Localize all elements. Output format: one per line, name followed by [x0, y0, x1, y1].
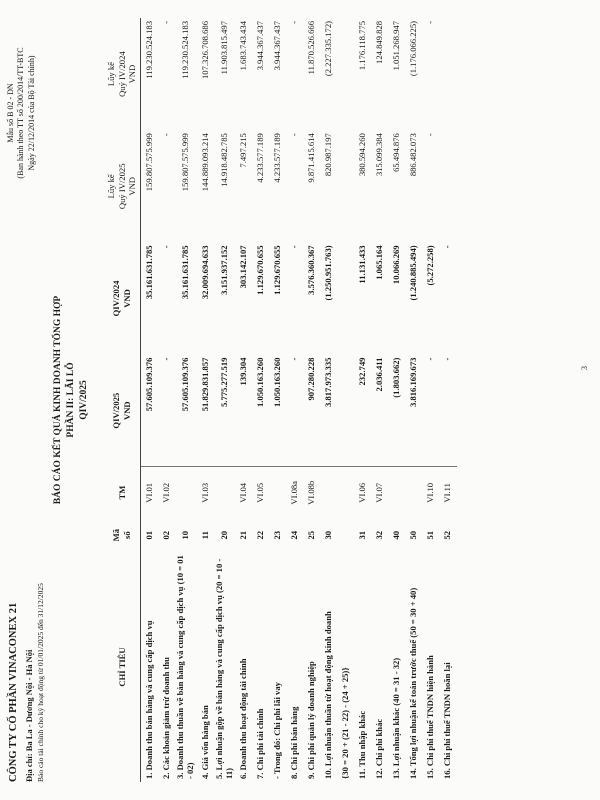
row-code: 40: [391, 530, 402, 540]
row-note: [270, 467, 287, 519]
table-row: [270, 18, 287, 782]
row-label: 16. Chi phí thuế TNDN hoãn lại: [442, 662, 453, 779]
header-code: Mã số: [104, 518, 141, 552]
header-ytd-current: Lũy kế Quý IV/2025 VND: [104, 130, 141, 242]
row-code: [338, 518, 355, 552]
row-quarter-previous: -: [289, 245, 300, 249]
report-part: PHẦN II: LÃI LỖ: [65, 362, 76, 438]
row-code: 11: [199, 531, 210, 540]
row-note: [389, 467, 406, 519]
row-quarter-previous: -: [442, 245, 453, 249]
row-note: VI.05: [255, 482, 266, 503]
row-quarter-current: 1.050.163.260: [270, 355, 287, 467]
row-note: [406, 467, 423, 519]
row-quarter-previous: 1.065.164: [374, 245, 385, 280]
row-quarter-previous: -: [160, 245, 171, 249]
row-ytd-previous: [440, 18, 457, 130]
table-row: [141, 18, 159, 782]
row-quarter-current: 139.304: [236, 355, 253, 467]
row-quarter-current: 57.605.109.376: [141, 355, 159, 467]
report-period: Báo cáo tài chính cho kỳ hoạt động từ 01/01/2025 đến 31/12/2025: [36, 583, 45, 782]
row-quarter-current: (1.803.662): [389, 355, 406, 467]
row-note: VI.08a: [289, 481, 300, 505]
row-code: 10: [180, 530, 191, 540]
row-code: 21: [238, 530, 249, 540]
row-quarter-current: 51.829.831.857: [197, 355, 214, 467]
row-quarter-current: 3.816.169.673: [406, 355, 423, 467]
row-label: 14. Tổng lợi nhuận kế toán trước thuế (50 = 30 + 40): [408, 587, 419, 779]
row-label: 12. Chi phí khác: [374, 718, 385, 779]
row-label: 11. Thu nhập khác: [357, 710, 368, 779]
row-ytd-current: 9.871.415.614: [306, 133, 317, 183]
row-code: 25: [306, 530, 317, 540]
row-ytd-previous: -: [160, 21, 171, 24]
row-code: 20: [218, 530, 229, 540]
row-ytd-previous: 1.683.743.434: [238, 21, 249, 71]
table-header-row: [104, 18, 141, 782]
row-quarter-current: -: [158, 355, 175, 467]
row-note: VI.10: [425, 482, 436, 503]
company-address: Địa chỉ: Ba La - Dương Nội - Hà Nội: [24, 649, 34, 782]
row-ytd-current: 65.494.876: [391, 133, 402, 172]
row-ytd-current: -: [160, 133, 171, 137]
table-row: [372, 18, 389, 782]
row-quarter-previous: (1.250.951.763): [323, 245, 334, 301]
row-label: 1. Doanh thu bán hàng và cung cấp dịch vụ: [143, 620, 154, 779]
row-note: VI.06: [357, 482, 368, 503]
row-quarter-current: -: [423, 355, 440, 467]
form-number: Mẫu số B 02 - DN: [6, 83, 15, 143]
form-reference: [6, 18, 37, 208]
table-row: [338, 18, 355, 782]
row-ytd-current: 886.482.073: [408, 133, 419, 177]
row-code: 23: [272, 530, 283, 540]
row-code: 32: [374, 530, 385, 540]
row-quarter-current: -: [440, 355, 457, 467]
row-code: 01: [143, 530, 154, 540]
row-ytd-previous: (1.176.066.225): [408, 21, 419, 77]
row-ytd-previous: -: [425, 21, 436, 24]
table-row: [355, 18, 372, 782]
row-quarter-previous: (1.240.885.494): [408, 245, 419, 301]
row-ytd-previous: [338, 18, 355, 130]
table-row: [423, 18, 440, 782]
row-ytd-current: 144.889.093.214: [199, 133, 210, 192]
row-note: [321, 467, 338, 519]
row-quarter-previous: 11.131.433: [357, 245, 368, 284]
report-title-block: [52, 0, 90, 800]
row-ytd-current: 159.807.575.999: [143, 133, 154, 192]
row-label: 3. Doanh thu thuần về bán hàng và cung cấp dịch vụ (10 = 01 - 02): [175, 555, 196, 779]
header-ytd-previous: Lũy kế Quý IV/2024 VND: [104, 18, 141, 130]
row-quarter-previous: 35.161.631.785: [143, 245, 154, 300]
table-row: [214, 18, 236, 782]
row-quarter-previous: 3.151.937.152: [218, 245, 229, 295]
row-note: [338, 467, 355, 519]
row-ytd-previous: 11.903.815.497: [218, 21, 229, 75]
row-code: 02: [160, 530, 171, 540]
row-note: VI.02: [160, 482, 171, 503]
row-ytd-previous: 107.326.708.686: [199, 21, 210, 80]
row-note: VI.11: [442, 483, 453, 503]
row-ytd-current: 14.918.482.785: [218, 133, 229, 187]
table-row: [304, 18, 321, 782]
row-label: 7. Chi phí tài chính: [255, 708, 266, 779]
table-row: [406, 18, 423, 782]
table-row: [236, 18, 253, 782]
row-label: 15. Chi phí thuế TNDN hiện hành: [425, 655, 436, 779]
row-quarter-previous: 32.009.694.633: [199, 245, 210, 300]
company-name: CÔNG TY CỔ PHẦN VINACONEX 21: [8, 602, 19, 782]
row-ytd-previous: 3.944.367.437: [255, 21, 266, 71]
row-label: 13. Lợi nhuận khác (40 = 31 - 32): [391, 657, 402, 779]
row-quarter-previous: 303.142.107: [238, 245, 249, 289]
row-ytd-previous: 119.230.524.183: [143, 21, 154, 79]
row-quarter-previous: (5.272.258): [425, 245, 436, 286]
header-item: CHỈ TIÊU: [104, 552, 141, 782]
table-row: [175, 18, 197, 782]
row-ytd-current: [338, 130, 355, 242]
form-basis-line-2: Ngày 22/12/2014 của Bộ Tài chính): [26, 55, 36, 171]
row-quarter-current: 5.775.277.519: [214, 355, 236, 467]
row-ytd-current: [440, 130, 457, 242]
row-quarter-current: [338, 355, 355, 467]
row-ytd-previous: 124.849.828: [374, 21, 385, 64]
row-quarter-previous: 3.576.360.367: [306, 245, 317, 295]
row-quarter-current: 232.749: [355, 355, 372, 467]
row-ytd-current: 380.594.260: [357, 133, 368, 177]
report-quarter: QIV/2025: [78, 380, 89, 420]
header-quarter-current: QIV/2025 VND: [104, 355, 141, 467]
row-quarter-previous: 1.129.670.655: [272, 245, 283, 295]
header-note: TM: [104, 467, 141, 519]
row-ytd-current: 7.497.215: [238, 133, 249, 168]
table-row: [158, 18, 175, 782]
row-label: 9. Chi phí quản lý doanh nghiệp: [306, 661, 317, 779]
row-label: 10. Lợi nhuận thuần từ hoạt động kinh doanh: [323, 611, 334, 779]
row-quarter-previous: 10.066.269: [391, 245, 402, 285]
row-ytd-current: 4.233.577.189: [255, 133, 266, 183]
row-quarter-current: 1.050.163.260: [253, 355, 270, 467]
report-title: BÁO CÁO KẾT QUẢ KINH DOANH TỔNG HỢP: [53, 295, 63, 505]
row-label: - Trong đó: Chi phí lãi vay: [272, 682, 283, 779]
row-ytd-previous: 119.230.524.183: [180, 21, 191, 79]
row-code: 51: [425, 530, 436, 540]
table-row: [321, 18, 338, 782]
row-ytd-current: -: [289, 133, 300, 137]
row-code: 30: [323, 530, 334, 540]
row-ytd-previous: 11.870.526.666: [306, 21, 317, 75]
row-note: VI.08b: [306, 480, 317, 505]
row-label: 4. Giá vốn hàng bán: [199, 705, 210, 779]
income-statement-table: [104, 18, 457, 782]
row-quarter-current: -: [287, 355, 304, 467]
row-ytd-current: 4.233.577.189: [272, 133, 283, 183]
row-quarter-current: 3.817.973.335: [321, 355, 338, 467]
row-ytd-current: 315.099.384: [374, 133, 385, 177]
row-note: VI.03: [199, 482, 210, 503]
row-label: 2. Các khoản giảm trừ doanh thu: [160, 657, 171, 779]
row-code: 52: [442, 530, 453, 540]
row-quarter-current: 2.036.411: [372, 355, 389, 467]
row-quarter-current: 57.605.109.376: [175, 355, 197, 467]
table-row: [389, 18, 406, 782]
row-note: VI.07: [374, 482, 385, 503]
row-code: 50: [408, 530, 419, 540]
row-note: VI.04: [238, 482, 249, 503]
table-row: [253, 18, 270, 782]
row-label: 5. Lợi nhuận gộp về bán hàng và cung cấp dịch vụ (20 = 10 - 11): [213, 558, 234, 779]
row-label: {30 = 20 + (21 - 22) - (24 + 25)}: [340, 667, 351, 779]
header-quarter-previous: QIV/2024 VND: [104, 242, 141, 354]
row-ytd-previous: 1.176.118.775: [357, 21, 368, 71]
row-ytd-previous: 3.944.367.437: [272, 21, 283, 71]
row-note: [214, 467, 236, 519]
row-ytd-previous: (2.227.335.172): [323, 21, 334, 77]
page-number: 3: [580, 366, 589, 370]
row-ytd-previous: -: [289, 21, 300, 24]
row-note: [175, 467, 197, 519]
row-label: 8. Chi phí bán hàng: [289, 706, 300, 779]
row-ytd-current: -: [425, 133, 436, 137]
row-label: 6. Doanh thu hoạt động tài chính: [238, 658, 249, 779]
row-code: 31: [357, 530, 368, 540]
row-ytd-previous: 1.051.268.947: [391, 21, 402, 71]
table-row: [287, 18, 304, 782]
row-quarter-previous: 1.129.670.655: [255, 245, 266, 295]
row-quarter-previous: [338, 242, 355, 354]
row-ytd-current: 820.987.197: [323, 133, 334, 177]
row-code: 24: [289, 530, 300, 540]
row-quarter-previous: 35.161.631.785: [180, 245, 191, 300]
row-quarter-current: 907.280.228: [304, 355, 321, 467]
table-row: [440, 18, 457, 782]
table-row: [197, 18, 214, 782]
row-code: 22: [255, 530, 266, 540]
row-note: VI.01: [143, 482, 154, 503]
form-basis-line-1: (Ban hành theo TT số 200/2014/TT-BTC: [16, 47, 26, 179]
row-ytd-current: 159.807.575.999: [180, 133, 191, 192]
